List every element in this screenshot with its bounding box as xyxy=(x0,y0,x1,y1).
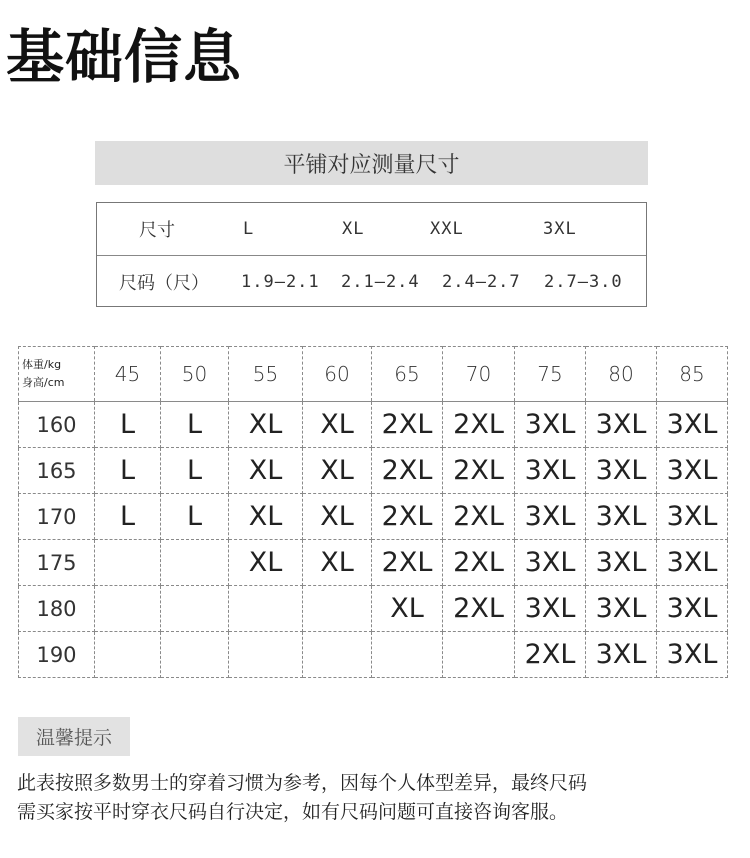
size-cell xyxy=(95,540,161,586)
table-row xyxy=(19,494,728,540)
weight-header: 85 xyxy=(657,347,728,402)
size-cell: 3XL xyxy=(515,448,586,494)
height-cell: 190 xyxy=(19,632,95,678)
size-cell: 3XL xyxy=(515,494,586,540)
size-cell: 3XL xyxy=(586,494,657,540)
size-cell: 3XL xyxy=(586,632,657,678)
size-cell: L xyxy=(161,402,229,448)
tip-text-line-2: 需买家按平时穿衣尺码自行决定，如有尺码问题可直接咨询客服。 xyxy=(17,801,569,823)
corner-height-label: 身高/cm xyxy=(22,376,65,389)
measure-table xyxy=(96,202,647,307)
table-row xyxy=(19,448,728,494)
size-cell: 3XL xyxy=(586,448,657,494)
size-cell: L xyxy=(95,448,161,494)
size-cell xyxy=(229,632,303,678)
size-cell: L xyxy=(161,448,229,494)
size-cell: 3XL xyxy=(657,540,728,586)
tip-text-line-1: 此表按照多数男士的穿着习惯为参考，因每个人体型差异，最终尺码 xyxy=(17,772,588,794)
size-cell: XL xyxy=(229,494,303,540)
size-cell: 3XL xyxy=(586,586,657,632)
size-cell: XL xyxy=(372,586,443,632)
size-cell: 2XL xyxy=(443,402,515,448)
table-row xyxy=(19,402,728,448)
size-cell: 3XL xyxy=(657,402,728,448)
weight-header: 50 xyxy=(161,347,229,402)
weight-header-row xyxy=(19,347,728,402)
height-cell: 160 xyxy=(19,402,95,448)
size-cell: XL xyxy=(303,448,372,494)
table-row xyxy=(19,632,728,678)
size-cell: 3XL xyxy=(657,632,728,678)
size-cell: XL xyxy=(229,448,303,494)
size-cell: L xyxy=(243,219,255,239)
code-cell: 2.7—3.0 xyxy=(544,272,623,292)
weight-header: 70 xyxy=(443,347,515,402)
weight-header: 80 xyxy=(586,347,657,402)
measure-code-row xyxy=(97,256,646,308)
size-cell: 2XL xyxy=(372,402,443,448)
size-cell: 3XL xyxy=(657,586,728,632)
size-cell xyxy=(443,632,515,678)
size-cell: XXL xyxy=(430,219,464,239)
size-cell xyxy=(95,632,161,678)
page-title: 基础信息 xyxy=(6,23,243,91)
size-cell: 3XL xyxy=(586,402,657,448)
size-cell: 2XL xyxy=(443,586,515,632)
size-cell: 2XL xyxy=(443,540,515,586)
size-cell: 2XL xyxy=(372,448,443,494)
size-cell: XL xyxy=(229,402,303,448)
size-row-label: 尺寸 xyxy=(139,220,175,241)
size-cell xyxy=(161,540,229,586)
size-cell: XL xyxy=(229,540,303,586)
size-cell: L xyxy=(95,402,161,448)
height-cell: 165 xyxy=(19,448,95,494)
size-cell: 3XL xyxy=(657,494,728,540)
size-cell xyxy=(95,586,161,632)
measure-size-row xyxy=(97,203,646,256)
size-cell: L xyxy=(161,494,229,540)
size-cell: 2XL xyxy=(372,494,443,540)
code-row-label: 尺码（尺） xyxy=(119,273,209,294)
code-cell: 2.1—2.4 xyxy=(341,272,420,292)
size-cell: 3XL xyxy=(543,219,577,239)
size-cell: L xyxy=(95,494,161,540)
size-cell: 2XL xyxy=(443,448,515,494)
section-banner: 平铺对应测量尺寸 xyxy=(95,141,648,185)
weight-header: 45 xyxy=(95,347,161,402)
tip-label: 温馨提示 xyxy=(18,717,130,756)
size-cell: 3XL xyxy=(515,540,586,586)
weight-header: 75 xyxy=(515,347,586,402)
corner-cell xyxy=(19,347,95,402)
size-cell: 2XL xyxy=(443,494,515,540)
size-cell: 2XL xyxy=(515,632,586,678)
size-cell xyxy=(303,632,372,678)
size-cell: XL xyxy=(303,540,372,586)
height-cell: 180 xyxy=(19,586,95,632)
size-cell xyxy=(303,586,372,632)
height-cell: 175 xyxy=(19,540,95,586)
size-cell: 3XL xyxy=(657,448,728,494)
table-row xyxy=(19,540,728,586)
size-cell xyxy=(161,586,229,632)
corner-weight-label: 体重/kg xyxy=(22,358,62,372)
size-cell: 3XL xyxy=(515,402,586,448)
size-cell: XL xyxy=(303,402,372,448)
table-row xyxy=(19,586,728,632)
weight-header: 60 xyxy=(303,347,372,402)
height-cell: 170 xyxy=(19,494,95,540)
size-cell: 3XL xyxy=(515,586,586,632)
size-cell xyxy=(161,632,229,678)
size-cell xyxy=(372,632,443,678)
size-cell: 3XL xyxy=(586,540,657,586)
size-cell: XL xyxy=(303,494,372,540)
weight-header: 55 xyxy=(229,347,303,402)
code-cell: 1.9—2.1 xyxy=(241,272,320,292)
weight-header: 65 xyxy=(372,347,443,402)
size-cell xyxy=(229,586,303,632)
size-cell: XL xyxy=(342,219,365,239)
size-cell: 2XL xyxy=(372,540,443,586)
size-recommendation-table xyxy=(18,346,728,678)
code-cell: 2.4—2.7 xyxy=(442,272,521,292)
